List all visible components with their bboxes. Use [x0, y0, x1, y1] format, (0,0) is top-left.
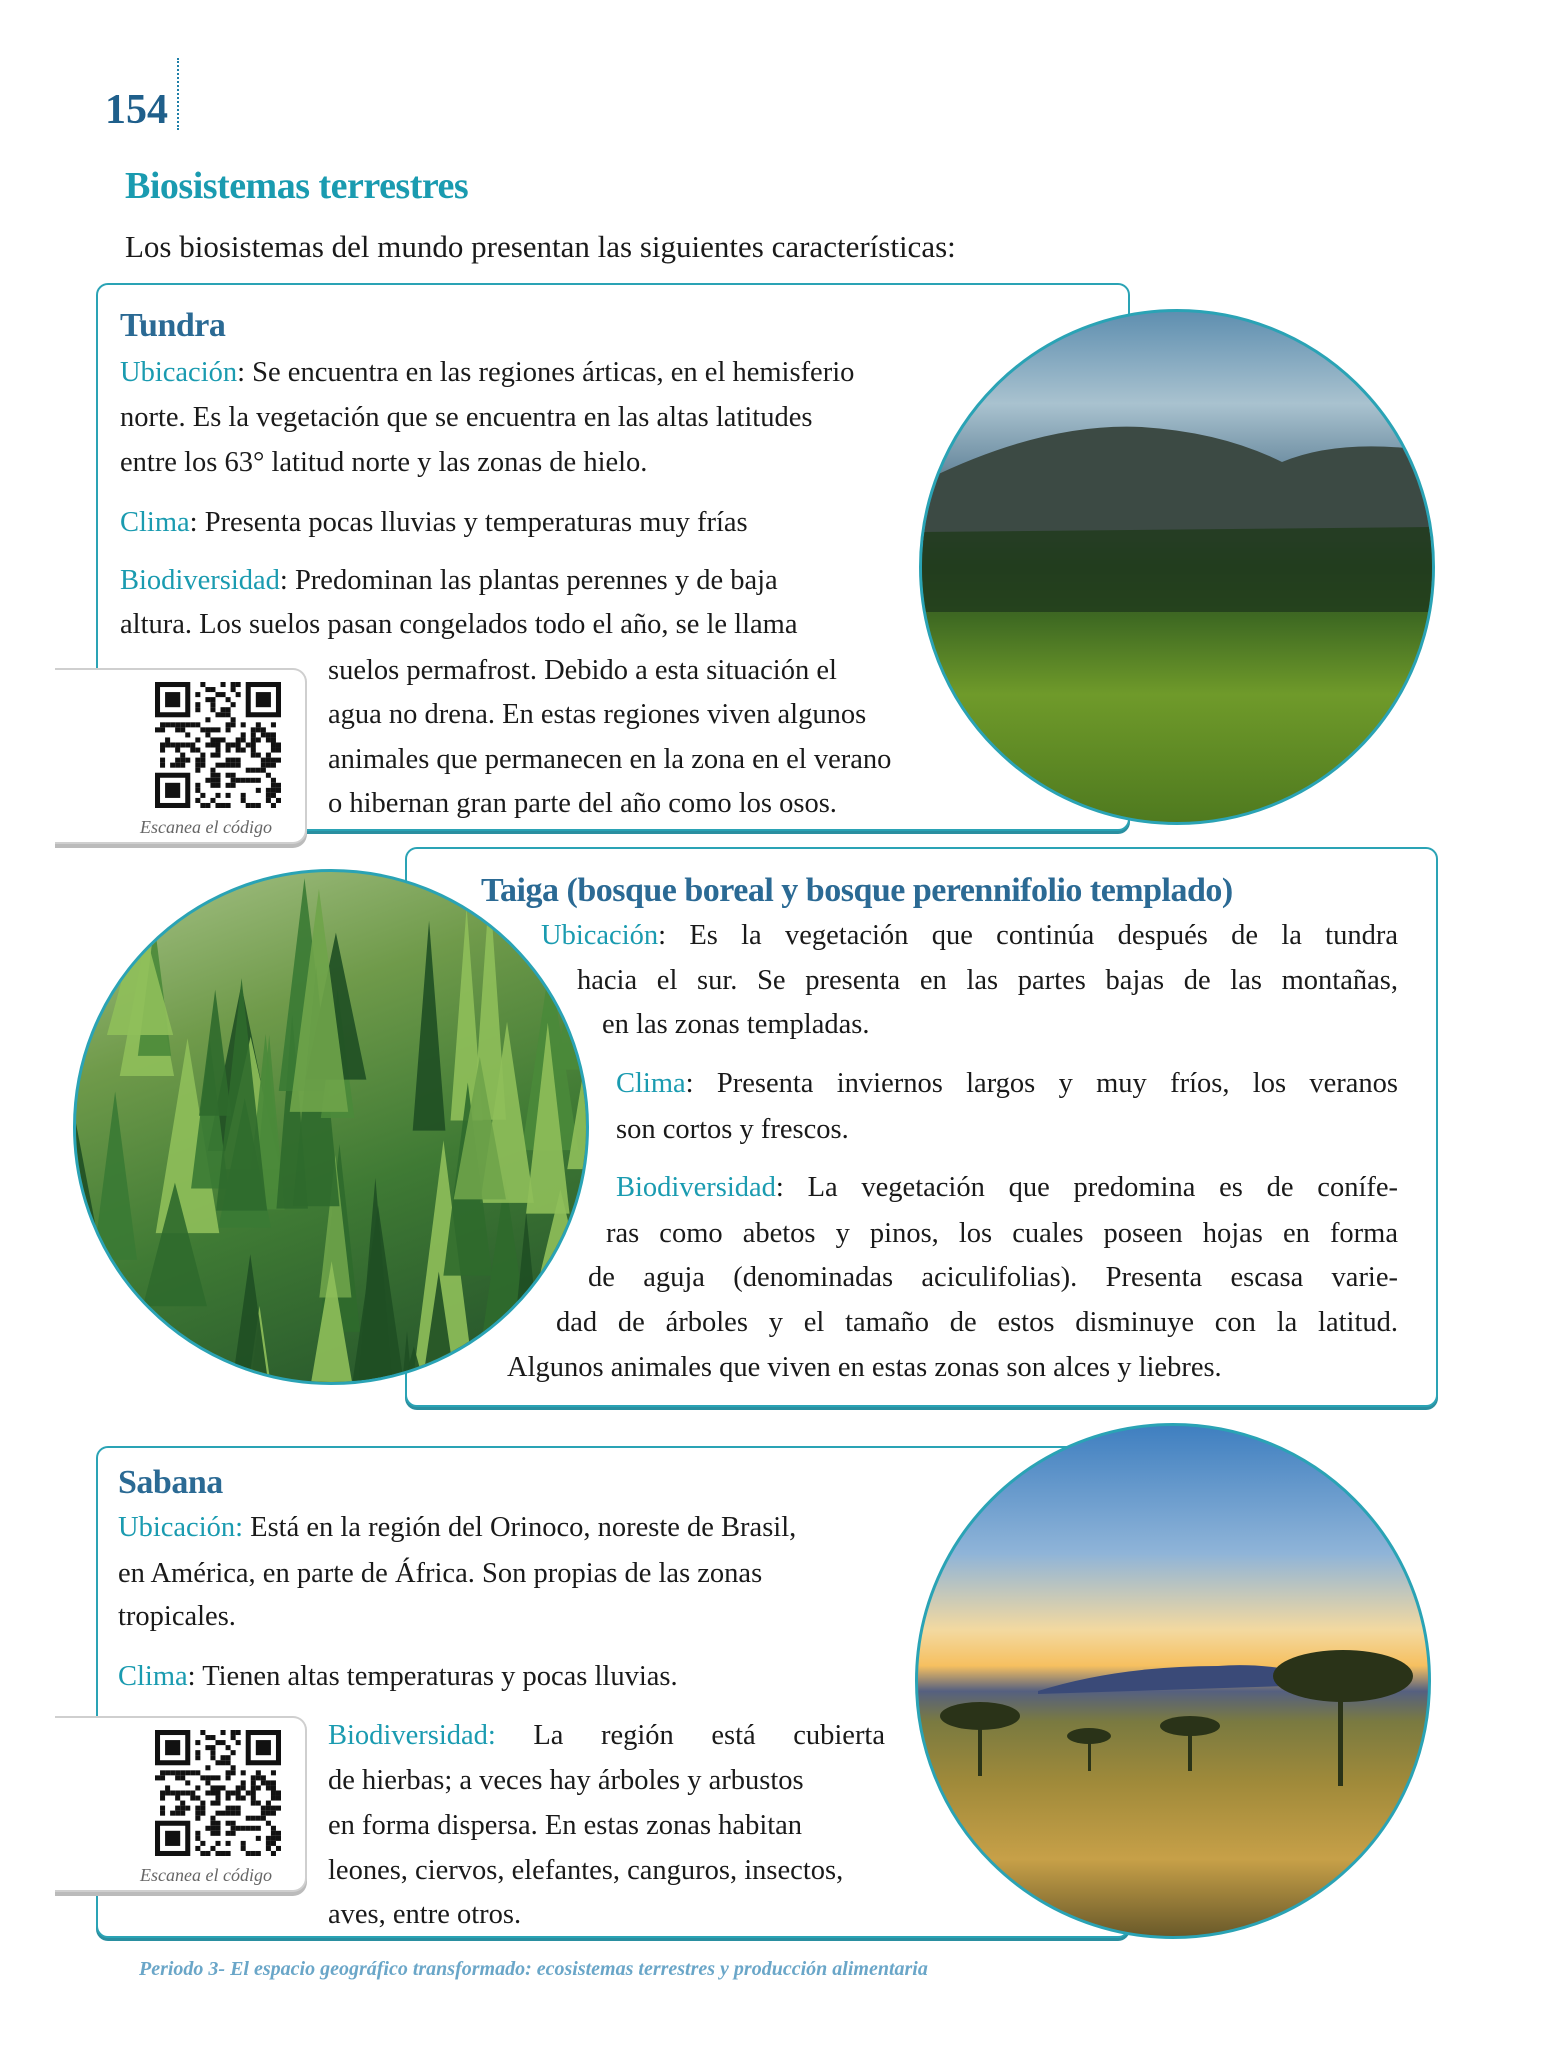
- line-text: animales que permanecen en la zona en el verano: [328, 744, 892, 775]
- line-text: de aguja (denominadas aciculifolias). Presenta escasa varie-: [588, 1262, 1398, 1293]
- field-label: Clima: [616, 1068, 686, 1099]
- sabana-text-line: [118, 1659, 678, 1695]
- sabana-text-line: [118, 1556, 762, 1592]
- line-text: : La vegetación que predomina es de conífe-: [775, 1172, 1398, 1203]
- field-label: Biodiversidad: [616, 1172, 776, 1203]
- line-text: suelos permafrost. Debido a esta situación el: [328, 655, 837, 686]
- line-text: ras como abetos y pinos, los cuales poseen hojas en forma: [606, 1218, 1398, 1249]
- taiga-text-line: [507, 1350, 1222, 1386]
- tundra-text-line: [120, 445, 647, 481]
- line-text: norte. Es la vegetación que se encuentra en las altas latitudes: [120, 402, 813, 433]
- line-text: en forma dispersa. En estas zonas habitan: [328, 1810, 803, 1841]
- line-text: : Se encuentra en las regiones árticas, en el hemisferio: [237, 357, 855, 388]
- qr-code-icon[interactable]: [155, 1730, 281, 1856]
- tundra-text-line: [120, 607, 797, 643]
- tundra-landscape-illustration: [922, 312, 1435, 825]
- sabana-qr-card[interactable]: [55, 1716, 307, 1892]
- field-label: Ubicación:: [118, 1512, 244, 1543]
- field-label: Clima: [118, 1661, 188, 1692]
- line-text: : Predominan las plantas perennes y de baja: [279, 565, 778, 596]
- sabana-text-line: [118, 1599, 236, 1635]
- field-label: Ubicación: [541, 920, 659, 951]
- sabana-heading: Sabana: [118, 1464, 223, 1501]
- line-text: : Presenta pocas lluvias y temperaturas muy frías: [189, 507, 748, 538]
- tundra-text-line: [120, 505, 748, 541]
- tundra-qr-card[interactable]: [55, 668, 307, 844]
- line-text: aves, entre otros.: [328, 1899, 522, 1930]
- line-text: : Presenta inviernos largos y muy fríos, los veranos: [685, 1068, 1398, 1099]
- line-text: son cortos y frescos.: [616, 1114, 849, 1145]
- line-text: La región está cubierta: [495, 1720, 885, 1751]
- tundra-text-line: [328, 742, 891, 778]
- page-footer: Periodo 3- El espacio geográfico transformado: ecosistemas terrestres y producción alimentaria: [139, 1958, 928, 1980]
- tundra-text-line: [328, 653, 837, 689]
- field-label: Clima: [120, 507, 190, 538]
- qr-caption: Escanea el código: [140, 817, 272, 837]
- tundra-text-line: [328, 697, 866, 733]
- line-text: : Tienen altas temperaturas y pocas lluvias.: [187, 1661, 678, 1692]
- taiga-text-line: [616, 1170, 1398, 1206]
- line-text: o hibernan gran parte del año como los osos.: [328, 788, 837, 819]
- line-text: : Es la vegetación que continúa después de la tundra: [658, 920, 1398, 951]
- sabana-text-line: [328, 1808, 802, 1844]
- line-text: entre los 63° latitud norte y las zonas de hielo.: [120, 447, 648, 478]
- taiga-text-line: [556, 1305, 1398, 1341]
- savanna-landscape-illustration: [918, 1426, 1431, 1939]
- sabana-text-line: [328, 1897, 521, 1933]
- sabana-image: [915, 1423, 1431, 1939]
- sabana-text-line: [118, 1510, 796, 1546]
- field-label: Ubicación: [120, 357, 238, 388]
- line-text: hacia el sur. Se presenta en las partes bajas de las montañas,: [577, 965, 1398, 996]
- taiga-text-line: [588, 1260, 1398, 1296]
- line-text: leones, ciervos, elefantes, canguros, insectos,: [328, 1855, 844, 1886]
- tundra-image: [919, 309, 1435, 825]
- sabana-text-line: [328, 1853, 843, 1889]
- line-text: agua no drena. En estas regiones viven algunos: [328, 699, 867, 730]
- intro-text: Los biosistemas del mundo presentan las siguientes características:: [125, 229, 956, 264]
- taiga-image: [73, 869, 589, 1385]
- line-text: altura. Los suelos pasan congelados todo el año, se le llama: [120, 609, 798, 640]
- line-text: Algunos animales que viven en estas zonas son alces y liebres.: [507, 1352, 1222, 1383]
- tundra-text-line: [120, 400, 812, 436]
- taiga-text-line: [616, 1112, 849, 1148]
- field-label: Biodiversidad:: [328, 1720, 496, 1751]
- taiga-heading: Taiga (bosque boreal y bosque perennifolio templado): [481, 872, 1233, 909]
- sabana-text-line: [328, 1718, 885, 1754]
- tundra-text-line: [120, 563, 778, 599]
- line-text: tropicales.: [118, 1601, 236, 1632]
- tundra-heading: Tundra: [120, 307, 226, 344]
- taiga-text-line: [616, 1066, 1398, 1102]
- line-text: dad de árboles y el tamaño de estos disminuye con la latitud.: [556, 1307, 1398, 1338]
- taiga-text-line: [541, 918, 1398, 954]
- page-number-divider: [177, 58, 179, 130]
- qr-code-icon[interactable]: [155, 682, 281, 808]
- taiga-text-line: [606, 1216, 1398, 1252]
- line-text: en América, en parte de África. Son propias de las zonas: [118, 1558, 763, 1589]
- tundra-text-line: [328, 786, 837, 822]
- qr-caption: Escanea el código: [140, 1865, 272, 1885]
- taiga-text-line: [602, 1007, 870, 1043]
- field-label: Biodiversidad: [120, 565, 280, 596]
- sabana-text-line: [328, 1763, 804, 1799]
- line-text: de hierbas; a veces hay árboles y arbustos: [328, 1765, 804, 1796]
- line-text: Está en la región del Orinoco, noreste de Brasil,: [243, 1512, 797, 1543]
- tundra-text-line: [120, 355, 854, 391]
- page-title: Biosistemas terrestres: [125, 165, 469, 207]
- line-text: en las zonas templadas.: [602, 1009, 870, 1040]
- taiga-forest-illustration: [76, 872, 589, 1385]
- page-number: 154: [105, 87, 168, 133]
- taiga-text-line: [577, 963, 1398, 999]
